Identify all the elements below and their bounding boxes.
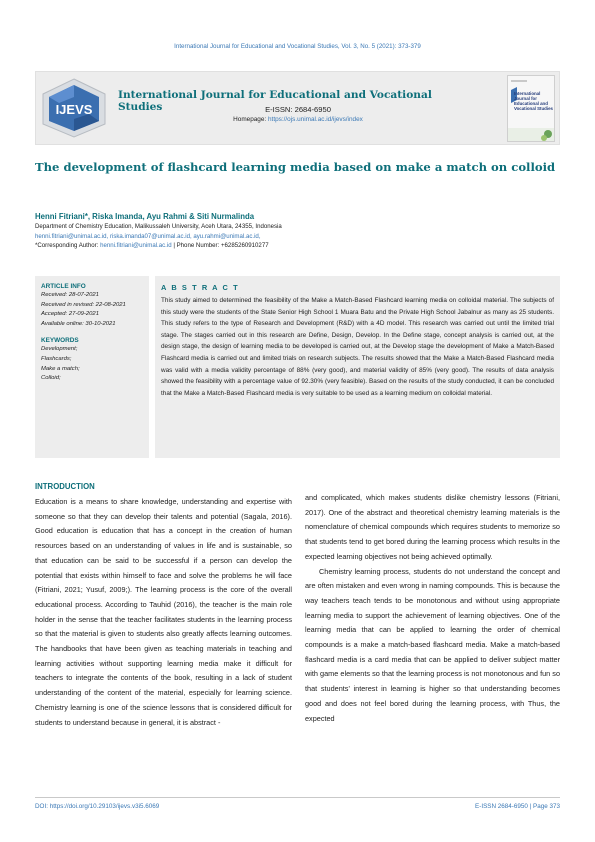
online-date: Available online: 30-10-2021: [41, 320, 116, 327]
author-emails[interactable]: henni.fitriani@unimal.ac.id, riska.imanda07@unimal.ac.id, ayu.rahmi@unimal.ac.id,: [35, 233, 261, 240]
keyword-item: Flashcards;: [41, 355, 72, 362]
running-head: International Journal for Educational and Vocational Studies, Vol. 3, No. 5 (2021): 373-379: [174, 43, 421, 50]
accepted-date: Accepted: 27-09-2021: [41, 311, 99, 318]
abstract-heading: A B S T R A C T: [161, 283, 240, 292]
footer-doi[interactable]: DOI: https://doi.org/10.29103/ijevs.v3i5.6069: [35, 803, 160, 810]
revised-date: Received in revised: 22-08-2021: [41, 301, 126, 308]
abstract-box: [155, 276, 560, 458]
introduction-heading: INTRODUCTION: [35, 482, 95, 491]
corresponding-email[interactable]: henni.fitriani@unimal.ac.id: [100, 242, 172, 249]
article-info-box: [35, 276, 149, 458]
journal-homepage: [118, 116, 478, 123]
footer-divider: [35, 797, 560, 798]
affiliation: Department of Chemistry Education, Malikussaleh University, Aceh Utara, 24355, Indonesia: [35, 223, 282, 230]
intro-paragraph: Chemistry learning process, students do not understand the concept and are often mistaken and even wrong in naming compounds. This is because the way teachers teach tends to be monotonous and without using appropriate learning media to support the achievement of learning objectives. One of the learning media that can be applied to learning the order of chemical compounds is a make a match-based flashcard media. Make a match-based flashcard media is a card media that can be applied to deliver subject matter with game elements so that the learning process is not monotonous and fun so that students' interest in learning is higher so that understanding becomes good and does not feel bored during the learning process, with Thus, the expected: [305, 566, 560, 723]
corresponding-author: [35, 242, 269, 249]
journal-banner: [35, 71, 560, 145]
keyword-item: Make a match;: [41, 365, 80, 372]
keywords-heading: KEYWORDS: [41, 337, 79, 345]
journal-logo: [39, 77, 109, 139]
footer-page-info: E-ISSN 2684-6950 | Page 373: [475, 803, 560, 810]
keyword-item: Colloid;: [41, 375, 61, 382]
paper-title: The development of flashcard learning media based on make a match on colloid: [35, 160, 556, 174]
homepage-link[interactable]: https://ojs.unimal.ac.id/ijevs/index: [267, 116, 363, 123]
body-column-left: [35, 495, 292, 730]
keyword-item: Development;: [41, 346, 78, 353]
journal-issn: E-ISSN: 2684-6950: [265, 105, 331, 114]
logo-text: IJEVS: [55, 102, 93, 117]
cover-title: International Journal for Educational and Vocational Studies: [514, 91, 553, 112]
corresponding-label: *Corresponding Author:: [35, 242, 99, 249]
body-column-right: [305, 491, 560, 726]
journal-title: International Journal for Educational and Vocational Studies: [118, 89, 432, 113]
journal-cover-thumbnail: [507, 75, 555, 142]
intro-paragraph: Education is a means to share knowledge, understanding and expertise with someone so that they can develop their talents and potential (Sagala, 2016). Good education is education that has a concept in the creation of human resources based on an understanding of values in life and is sustainable, so that education can be said to be successful if a person can develop the potential that exists within himself to face and solve the problems he will face (Fitriani, 2021; Yusuf, 2009;). The learning process is the core of the overall educational process. According to Tauhid (2016), the teacher is the main role holder in the sense that the teacher facilitates students in the learning process so that the material is given to students also greatly affects learning outcomes. The handbooks that have been given as teaching materials in teaching and learning activities without supporting learning media make it difficult for teachers to integrate the contents of the book, resulting in a lack of student understanding of the content of the material, especially for learning science. Chemistry learning is one of the science lessons that is considered difficult for students to understand because in general, it is abstract -: [35, 497, 292, 727]
received-date: Received: 28-07-2021: [41, 292, 99, 298]
author-list: Henni Fitriani*, Riska Imanda, Ayu Rahmi & Siti Nurmalinda: [35, 212, 255, 221]
homepage-label: Homepage:: [233, 116, 267, 123]
abstract-text: This study aimed to determined the feasibility of the Make a Match-Based Flashcard learning media on colloidal material. The subjects of this study were the students of the State Senior High School 1 Muara Batu and the Private High School Jabalnur as many as 25 students. This study refers to the type of Research and Development (R&D) with a 4D model. This research was carried out until the limited trial stage. The stages carried out in this research are Define, Design, Develop. In the Define stage, concept analysis is carried out, at the design stage, the design of learning media to be developed is carried out, at the Develop stage the development of Make a Match-Based Flashcard media is carried out and limited trials on research subjects. The results showed that the Make a Match-Based Flashcard media was valid with a media validity percentage of 88% (very good), and material validity of 85% (very good). The results of data analysis showed the feasibility with a percentage value of 92.30% (very feasible). Based on the results of the study conducted, it can be concluded that the Make a Match-Based Flashcard media is very suitable to be used as a learning medium on colloidal material.: [161, 297, 554, 397]
article-info-heading: ARTICLE INFO: [41, 283, 86, 290]
intro-paragraph: and complicated, which makes students dislike chemistry lessons (Fitriani, 2017). One of the abstract and theoretical chemistry learning materials is the nomenclature of chemical compounds which requires students to memorize so that students tend to get bored during the learning process which results in the expected learning objectives not being achieved optimally.: [305, 493, 560, 561]
corresponding-phone: | Phone Number: +6285260910277: [173, 242, 269, 249]
